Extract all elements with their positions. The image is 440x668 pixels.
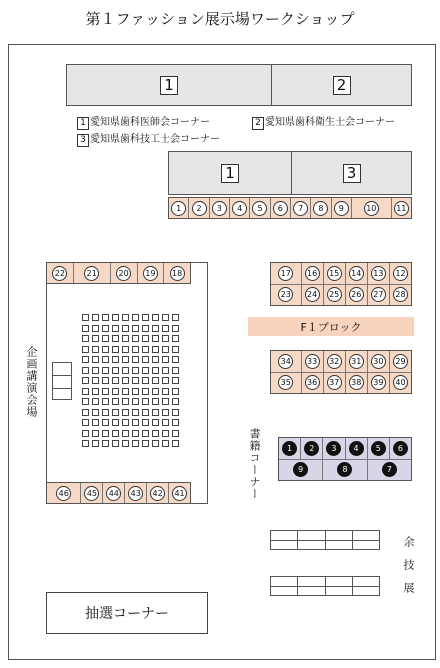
seat [162, 346, 169, 353]
seat [132, 419, 139, 426]
books-booth-8[interactable]: 8 [337, 462, 352, 477]
seat [152, 398, 159, 405]
seat [112, 356, 119, 363]
booth-group-b [270, 350, 412, 394]
books-corner [278, 437, 412, 481]
seat [82, 419, 89, 426]
seat [102, 409, 109, 416]
seat [112, 325, 119, 332]
seat [132, 409, 139, 416]
seat [82, 377, 89, 384]
seat [92, 398, 99, 405]
books-booth-7[interactable]: 7 [382, 462, 397, 477]
top-block [66, 64, 412, 106]
booth-16[interactable]: 16 [305, 266, 320, 281]
seat [132, 430, 139, 437]
booth-24[interactable]: 24 [305, 287, 320, 302]
seat [92, 419, 99, 426]
books-corner-label: 書籍コーナー [248, 428, 261, 500]
booth-27[interactable]: 27 [371, 287, 386, 302]
seat [142, 356, 149, 363]
booth-21[interactable]: 21 [84, 266, 99, 281]
booth-14[interactable]: 14 [349, 266, 364, 281]
seat [82, 346, 89, 353]
seat [152, 356, 159, 363]
seat [142, 377, 149, 384]
seat [152, 377, 159, 384]
seat [132, 398, 139, 405]
seat [162, 377, 169, 384]
seat [172, 430, 179, 437]
seat [162, 430, 169, 437]
seat [102, 356, 109, 363]
seat [122, 388, 129, 395]
seat [112, 346, 119, 353]
seat [112, 377, 119, 384]
seat [122, 335, 129, 342]
seat [102, 314, 109, 321]
booth-40[interactable]: 40 [393, 375, 408, 390]
books-booth-6[interactable]: 6 [393, 441, 408, 456]
seat [172, 367, 179, 374]
booth-18[interactable]: 18 [170, 266, 185, 281]
books-booth-2[interactable]: 2 [304, 441, 319, 456]
seat [162, 440, 169, 447]
booth-1[interactable]: 1 [171, 201, 186, 216]
booth-23[interactable]: 23 [278, 287, 293, 302]
seat [122, 325, 129, 332]
seat [162, 335, 169, 342]
books-booth-9[interactable]: 9 [293, 462, 308, 477]
booth-3[interactable]: 3 [212, 201, 227, 216]
seat [102, 388, 109, 395]
booth-22[interactable]: 22 [52, 266, 67, 281]
booth-12[interactable]: 12 [393, 266, 408, 281]
booth-34[interactable]: 34 [278, 354, 293, 369]
booth-7[interactable]: 7 [293, 201, 308, 216]
booth-row-left-bottom [46, 482, 191, 504]
seat [172, 335, 179, 342]
booth-13[interactable]: 13 [371, 266, 386, 281]
booth-4[interactable]: 4 [232, 201, 247, 216]
top-block-right-label: 2 [333, 76, 351, 95]
yogi-table-top [270, 530, 380, 550]
seat [92, 377, 99, 384]
seat [82, 409, 89, 416]
seat [172, 440, 179, 447]
booth-25[interactable]: 25 [327, 287, 342, 302]
seat [82, 356, 89, 363]
seat [172, 388, 179, 395]
seat [142, 325, 149, 332]
seat [142, 440, 149, 447]
booth-row-1-11 [168, 197, 412, 219]
seat [112, 398, 119, 405]
seat [92, 430, 99, 437]
booth-19[interactable]: 19 [143, 266, 158, 281]
seat [132, 346, 139, 353]
seat [132, 388, 139, 395]
seat [152, 335, 159, 342]
seat [112, 314, 119, 321]
seat [122, 356, 129, 363]
seat [132, 335, 139, 342]
legend-num-3: 3 [77, 134, 89, 147]
yogi-label: 余技展 [402, 536, 415, 605]
seat [132, 314, 139, 321]
seat [172, 325, 179, 332]
seat [82, 388, 89, 395]
seat [122, 440, 129, 447]
seat [92, 388, 99, 395]
booth-30[interactable]: 30 [371, 354, 386, 369]
booth-28[interactable]: 28 [393, 287, 408, 302]
seat [122, 419, 129, 426]
seat [152, 388, 159, 395]
booth-38[interactable]: 38 [349, 375, 364, 390]
seat [172, 314, 179, 321]
booth-33[interactable]: 33 [305, 354, 320, 369]
seat [102, 335, 109, 342]
seat [162, 409, 169, 416]
seat [92, 335, 99, 342]
booth-36[interactable]: 36 [305, 375, 320, 390]
seat [142, 335, 149, 342]
seat [132, 377, 139, 384]
legend-text-1: 愛知県歯科医師会コーナー [90, 117, 210, 128]
legend-item-3 [77, 130, 220, 147]
seat [102, 325, 109, 332]
booth-15[interactable]: 15 [327, 266, 342, 281]
books-booth-3[interactable]: 3 [326, 441, 341, 456]
seat [172, 398, 179, 405]
seat [92, 367, 99, 374]
top-block-left-label: 1 [160, 76, 178, 95]
seat [112, 388, 119, 395]
booth-8[interactable]: 8 [313, 201, 328, 216]
booth-17[interactable]: 17 [278, 266, 293, 281]
books-booth-4[interactable]: 4 [349, 441, 364, 456]
seat [172, 356, 179, 363]
seat [102, 419, 109, 426]
booth-45[interactable]: 45 [84, 486, 99, 501]
booth-44[interactable]: 44 [106, 486, 121, 501]
seat [112, 409, 119, 416]
seat [92, 346, 99, 353]
seat [162, 325, 169, 332]
seat [112, 419, 119, 426]
seat [102, 346, 109, 353]
booth-20[interactable]: 20 [116, 266, 131, 281]
legend-text-2: 愛知県歯科衛生士会コーナー [265, 117, 395, 128]
seat [102, 377, 109, 384]
seat [142, 367, 149, 374]
lottery-corner: 抽選コーナー [46, 592, 208, 634]
seat [82, 335, 89, 342]
seat [152, 346, 159, 353]
books-booth-5[interactable]: 5 [371, 441, 386, 456]
seat [132, 367, 139, 374]
seat [82, 430, 89, 437]
seat [152, 325, 159, 332]
booth-29[interactable]: 29 [393, 354, 408, 369]
booth-26[interactable]: 26 [349, 287, 364, 302]
seat [162, 398, 169, 405]
seat [142, 409, 149, 416]
seat [142, 430, 149, 437]
lecture-hall-label: 企画講演会場 [25, 346, 38, 418]
yogi-table-bottom [270, 576, 380, 596]
seat [92, 314, 99, 321]
seat [162, 356, 169, 363]
mid-block [168, 151, 412, 195]
seat [172, 419, 179, 426]
seat [112, 367, 119, 374]
seat [152, 430, 159, 437]
seat [152, 440, 159, 447]
seat [112, 430, 119, 437]
seat [152, 314, 159, 321]
seat [132, 440, 139, 447]
seat [92, 325, 99, 332]
seat [102, 398, 109, 405]
seat [92, 356, 99, 363]
booth-9[interactable]: 9 [334, 201, 349, 216]
seat [122, 377, 129, 384]
seat [122, 409, 129, 416]
page-title: 第１ファッション展示場ワークショップ [85, 10, 355, 28]
seat [112, 335, 119, 342]
mid-block-right-label: 3 [343, 164, 361, 183]
seat [82, 398, 89, 405]
f1-block: F１ブロック [248, 317, 414, 336]
legend-num-2: 2 [252, 117, 264, 130]
booth-row-left-top [46, 262, 191, 284]
booth-10[interactable]: 10 [364, 201, 379, 216]
seat [152, 419, 159, 426]
seat [162, 367, 169, 374]
seat [102, 367, 109, 374]
booth-41[interactable]: 41 [172, 486, 187, 501]
seat [142, 314, 149, 321]
seat [122, 314, 129, 321]
seat [82, 440, 89, 447]
seat [92, 409, 99, 416]
seat-grid [82, 314, 182, 454]
seat [162, 419, 169, 426]
seat [82, 314, 89, 321]
seat [112, 440, 119, 447]
booth-11[interactable]: 11 [394, 201, 409, 216]
booth-46[interactable]: 46 [56, 486, 71, 501]
seat [142, 398, 149, 405]
seat [162, 314, 169, 321]
seat [82, 367, 89, 374]
seat [82, 325, 89, 332]
legend-item-1 [77, 113, 210, 130]
podium [52, 362, 72, 400]
booth-31[interactable]: 31 [349, 354, 364, 369]
seat [172, 377, 179, 384]
seat [172, 409, 179, 416]
seat [132, 356, 139, 363]
booth-39[interactable]: 39 [371, 375, 386, 390]
booth-2[interactable]: 2 [192, 201, 207, 216]
legend-text-3: 愛知県歯科技工士会コーナー [90, 134, 220, 145]
seat [132, 325, 139, 332]
seat [142, 346, 149, 353]
seat [152, 367, 159, 374]
seat [142, 419, 149, 426]
books-booth-1[interactable]: 1 [282, 441, 297, 456]
booth-37[interactable]: 37 [327, 375, 342, 390]
seat [122, 398, 129, 405]
booth-35[interactable]: 35 [278, 375, 293, 390]
seat [152, 409, 159, 416]
mid-block-left-label: 1 [221, 164, 239, 183]
legend-num-1: 1 [77, 117, 89, 130]
legend-item-2 [252, 113, 395, 130]
booth-5[interactable]: 5 [252, 201, 267, 216]
seat [102, 440, 109, 447]
seat [122, 430, 129, 437]
seat [142, 388, 149, 395]
seat [162, 388, 169, 395]
seat [92, 440, 99, 447]
booth-group-a [270, 262, 412, 306]
seat [122, 346, 129, 353]
booth-43[interactable]: 43 [128, 486, 143, 501]
booth-42[interactable]: 42 [150, 486, 165, 501]
seat [102, 430, 109, 437]
booth-6[interactable]: 6 [273, 201, 288, 216]
seat [172, 346, 179, 353]
booth-32[interactable]: 32 [327, 354, 342, 369]
seat [122, 367, 129, 374]
